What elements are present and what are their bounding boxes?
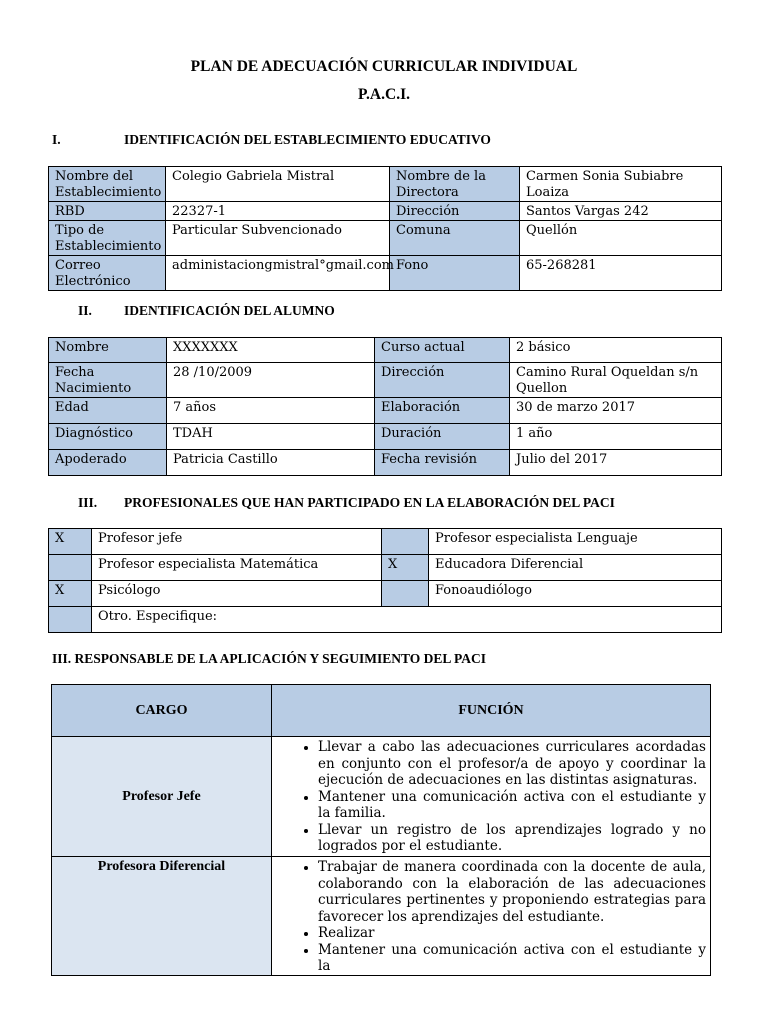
- field-label: Tipo de Establecimiento: [49, 221, 166, 256]
- field-value: 7 años: [167, 398, 375, 424]
- functions-list: [272, 859, 706, 975]
- document-title: PLAN DE ADECUACIÓN CURRICULAR INDIVIDUAL: [190, 58, 578, 75]
- table-row: [49, 529, 722, 555]
- field-label: Edad: [49, 398, 167, 424]
- field-value: XXXXXXX: [167, 338, 375, 363]
- professionals-table: [48, 528, 722, 633]
- field-label: Nombre de la Directora: [390, 167, 520, 202]
- table-row: [49, 221, 722, 256]
- establishment-table: [48, 166, 722, 291]
- section-3-number: III.: [78, 495, 98, 510]
- table-row: [49, 607, 722, 633]
- field-label: Dirección: [390, 202, 520, 221]
- checkbox-mark: X: [49, 581, 92, 607]
- table-row: [49, 202, 722, 221]
- field-label: Nombre del Establecimiento: [49, 167, 166, 202]
- list-item: • Mantener una comunicación activa con el estudiante y la: [318, 942, 706, 975]
- professional-label: Psicólogo: [92, 581, 382, 607]
- field-label: Nombre: [49, 338, 167, 363]
- checkbox-mark: [382, 529, 429, 555]
- table-row: [49, 256, 722, 291]
- field-label: Comuna: [390, 221, 520, 256]
- field-value: 28 /10/2009: [167, 363, 375, 398]
- field-label: Fono: [390, 256, 520, 291]
- professional-label: Profesor especialista Lenguaje: [429, 529, 722, 555]
- field-value: Camino Rural Oqueldan s/n Quellon: [510, 363, 722, 398]
- field-label: Curso actual: [375, 338, 510, 363]
- functions-cell: [272, 857, 711, 976]
- field-label: Elaboración: [375, 398, 510, 424]
- section-1-title: IDENTIFICACIÓN DEL ESTABLECIMIENTO EDUCATIVO: [124, 132, 491, 147]
- field-label: Correo Electrónico: [49, 256, 166, 291]
- table-row: [49, 555, 722, 581]
- field-value: Quellón: [520, 221, 722, 256]
- field-value: Julio del 2017: [510, 450, 722, 476]
- responsibles-table: [51, 684, 711, 976]
- list-item: • Realizar: [318, 925, 706, 942]
- field-value: 2 básico: [510, 338, 722, 363]
- field-value: Colegio Gabriela Mistral: [166, 167, 390, 202]
- field-value: administaciongmistral°gmail.com: [166, 256, 390, 291]
- table-row: [52, 737, 711, 857]
- role-cell: Profesora Diferencial: [52, 857, 272, 976]
- table-row: [52, 857, 711, 976]
- checkbox-mark: X: [49, 529, 92, 555]
- field-value: Particular Subvencionado: [166, 221, 390, 256]
- field-label: RBD: [49, 202, 166, 221]
- table-header-row: [52, 685, 711, 737]
- document-subtitle: P.A.C.I.: [358, 86, 410, 103]
- column-header-funcion: FUNCIÓN: [272, 685, 711, 737]
- list-item: • Trabajar de manera coordinada con la docente de aula, colaborando con la elaboración de las adecuaciones curriculares pertinentes y proponiendo estrategias para favorecer los aprendizajes del estudiante.: [318, 859, 706, 925]
- student-table: [48, 337, 722, 476]
- checkbox-mark: X: [382, 555, 429, 581]
- professional-label: Educadora Diferencial: [429, 555, 722, 581]
- field-value: Patricia Castillo: [167, 450, 375, 476]
- field-value: TDAH: [167, 424, 375, 450]
- list-item: • Llevar un registro de los aprendizajes logrado y no logrados por el estudiante.: [318, 822, 706, 855]
- professional-label: Fonoaudiólogo: [429, 581, 722, 607]
- role-cell: Profesor Jefe: [52, 737, 272, 857]
- functions-list: [272, 739, 706, 855]
- section-3-title: PROFESIONALES QUE HAN PARTICIPADO EN LA ELABORACIÓN DEL PACI: [124, 495, 615, 510]
- field-value: Carmen Sonia Subiabre Loaiza: [520, 167, 722, 202]
- functions-cell: [272, 737, 711, 857]
- checkbox-mark: [382, 581, 429, 607]
- table-row: [49, 581, 722, 607]
- table-row: [49, 450, 722, 476]
- field-label: Diagnóstico: [49, 424, 167, 450]
- field-label: Dirección: [375, 363, 510, 398]
- checkbox-mark: [49, 555, 92, 581]
- section-4-title: III. RESPONSABLE DE LA APLICACIÓN Y SEGUIMIENTO DEL PACI: [52, 651, 486, 666]
- section-2-number: II.: [78, 303, 92, 318]
- table-row: [49, 338, 722, 363]
- table-row: [49, 398, 722, 424]
- field-value: 1 año: [510, 424, 722, 450]
- table-row: [49, 167, 722, 202]
- checkbox-mark: [49, 607, 92, 633]
- field-value: 22327-1: [166, 202, 390, 221]
- table-row: [49, 363, 722, 398]
- field-label: Fecha Nacimiento: [49, 363, 167, 398]
- professional-label: Profesor especialista Matemática: [92, 555, 382, 581]
- field-label: Apoderado: [49, 450, 167, 476]
- field-label: Duración: [375, 424, 510, 450]
- field-label: Fecha revisión: [375, 450, 510, 476]
- list-item: • Mantener una comunicación activa con el estudiante y la familia.: [318, 789, 706, 822]
- professional-label: Profesor jefe: [92, 529, 382, 555]
- table-row: [49, 424, 722, 450]
- field-value: 65-268281: [520, 256, 722, 291]
- section-1-number: I.: [52, 132, 61, 147]
- field-value: 30 de marzo 2017: [510, 398, 722, 424]
- professional-other: Otro. Especifique:: [92, 607, 722, 633]
- field-value: Santos Vargas 242: [520, 202, 722, 221]
- section-2-title: IDENTIFICACIÓN DEL ALUMNO: [124, 303, 335, 318]
- column-header-cargo: CARGO: [52, 685, 272, 737]
- list-item: • Llevar a cabo las adecuaciones curriculares acordadas en conjunto con el profesor/a de apoyo y coordinar la ejecución de adecuaciones en las distintas asignaturas.: [318, 739, 706, 789]
